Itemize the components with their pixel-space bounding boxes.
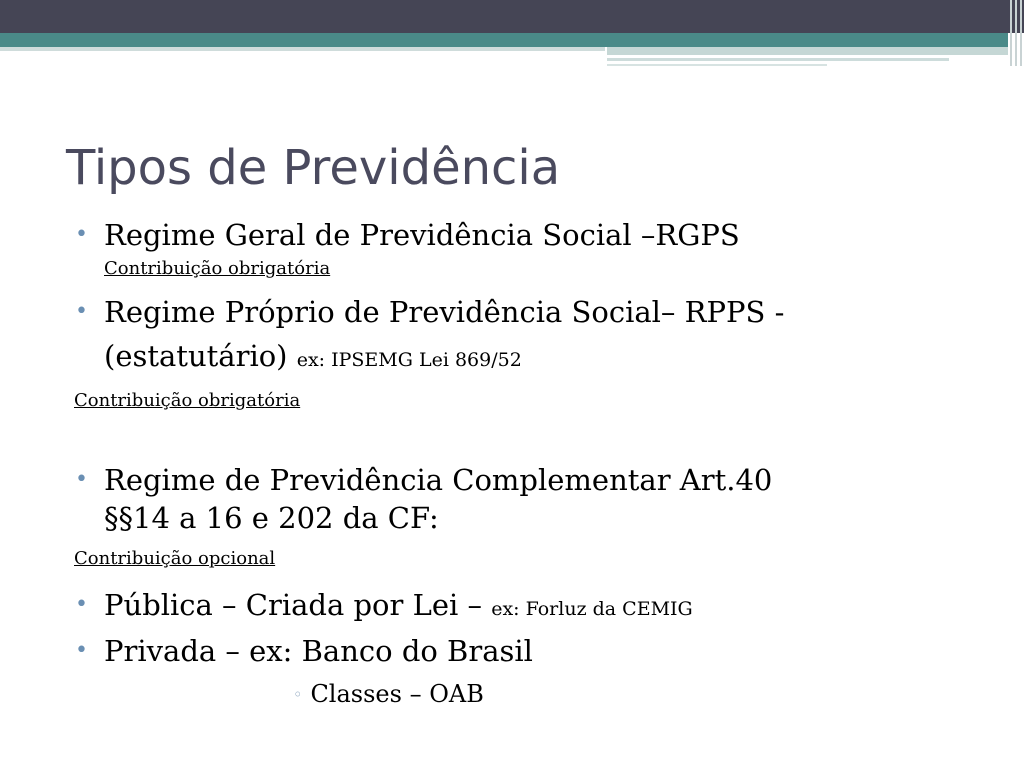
accent-stripe [0,33,1008,47]
sub-bullet-icon: ◦ [293,685,303,704]
bullet-item [75,461,773,537]
bullet-item [75,216,740,254]
bullet-icon: • [75,592,88,617]
bullet-text-continued: §§14 a 16 e 202 da CF: [104,501,439,535]
edge-line [1010,0,1012,66]
bullet-inline-note: ex: Forluz da CEMIG [491,598,693,620]
slide-title: Tipos de Previdência [66,140,561,196]
thin-stripe [607,58,949,61]
bullet-icon: • [75,467,88,492]
bullet-icon: • [75,299,88,324]
bullet-text: Privada – ex: Banco do Brasil [104,634,533,668]
bullet-item [75,632,533,670]
bullet-text: Regime Geral de Previdência Social –RGPS [104,218,740,252]
bullet-text: Regime Próprio de Previdência Social– RPPS - [104,295,785,329]
bullet-icon: • [75,222,88,247]
bullet-item [75,293,785,379]
edge-line [1020,0,1022,66]
bullet-icon: • [75,638,88,663]
thin-stripe [607,64,827,66]
contribution-note: Contribuição opcional [74,548,276,569]
bullet-text: Pública – Criada por Lei – ex: Forluz da CEMIG [104,588,693,622]
bullet-subtext: Contribuição obrigatória [104,258,331,279]
bullet-inline-note: ex: IPSEMG Lei 869/52 [296,349,522,371]
light-stripe [607,47,1008,55]
edge-line [1015,0,1017,66]
header-bar [0,0,1024,33]
contribution-note: Contribuição obrigatória [74,390,301,411]
light-stripe [0,47,605,51]
sub-bullet-item [293,680,484,708]
bullet-item [75,586,693,628]
bullet-text-continued: (estatutário) ex: IPSEMG Lei 869/52 [104,339,522,373]
bullet-text: Regime de Previdência Complementar Art.40 [104,463,773,497]
sub-bullet-text: Classes – OAB [310,680,484,708]
